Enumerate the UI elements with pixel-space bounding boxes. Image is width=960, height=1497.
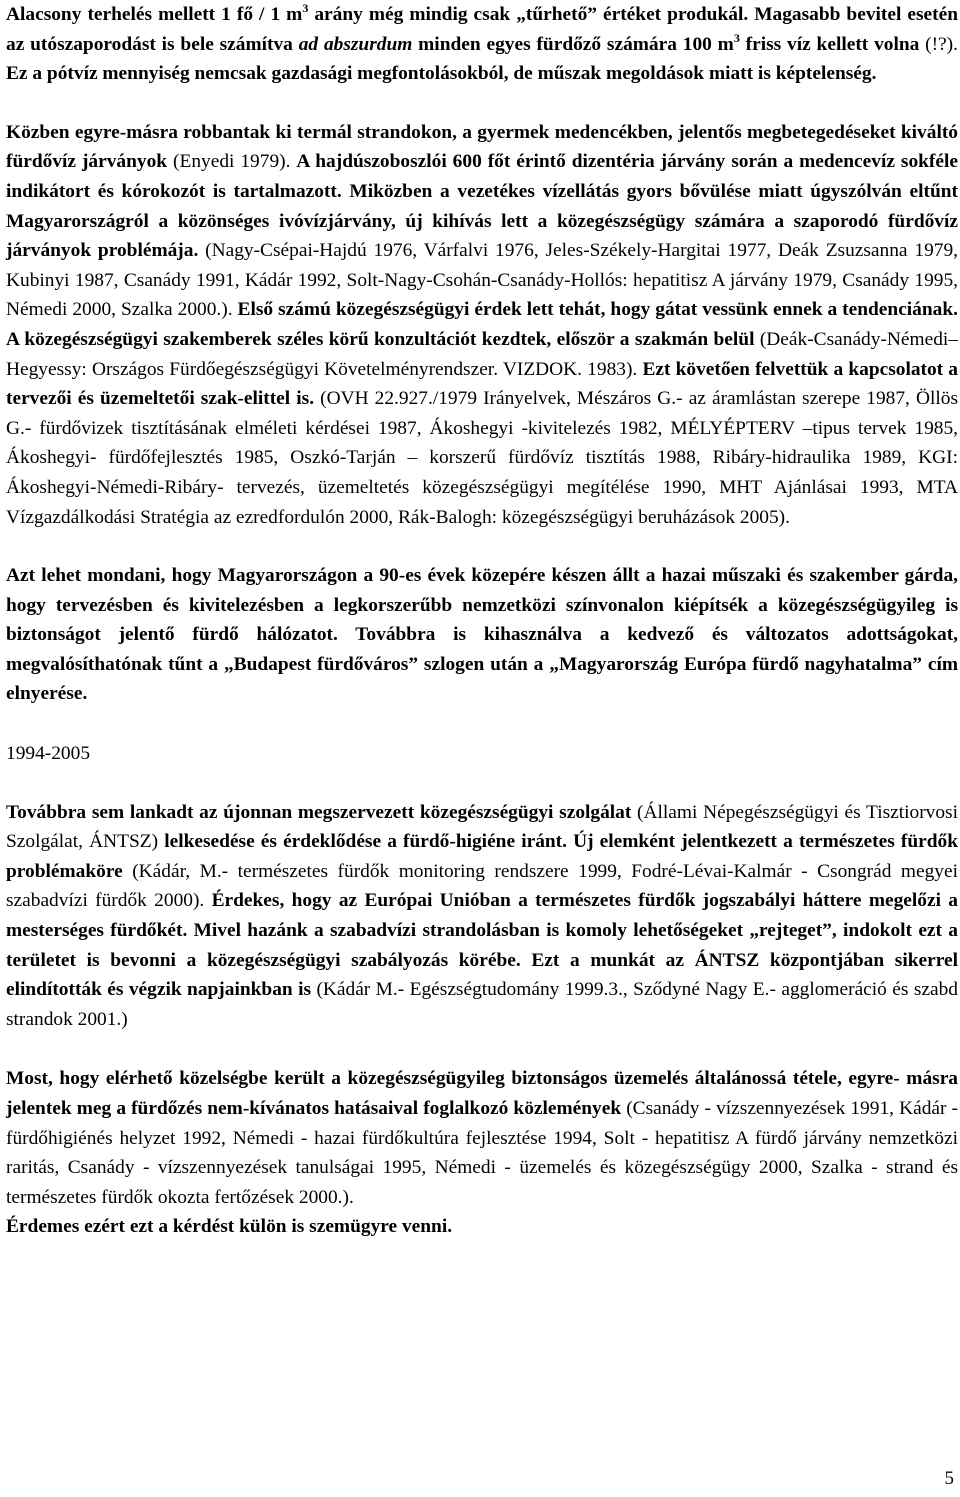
paragraph-nineties <box>6 561 958 709</box>
text-run: (Nagy-Csépai-Hajdú 1976, Várfalvi 1976, Jeles-Székely-Hargitai 1977, Deák Zsuzsanna 1979, Kubinyi 1987, Csanády 1991, Kádár 1992, Solt-Nagy-Csohán-Csanády-Hollós: hepatitisz A járvány 1979, Csanády 1995, Némedi 2000, Szalka 2000.). <box>6 240 958 321</box>
bold-text: Most, hogy elérhető közelségbe került a közegészségügyileg biztonságos üzemelés általánossá tétele, egyre- másra jelentek meg a fürdőzés nem-kívánatos hatásaival foglalkozó közlemények <box>6 1068 958 1119</box>
bold-text: 3 <box>302 1 309 15</box>
bold-text: A hajdúszoboszlói 600 főt érintő dizentéria járvány során a medencevíz sokféle indikátort és kórokozót is tartalmazott. Miközben a vezetékes vízellátás gyors bővülése miatt úgyszólván eltűnt Magyarországról a közönséges ivóvízjárvány, új kihívás lett a közegészségügy számára a szaporodó fürdővíz járványok problémája. <box>6 151 958 262</box>
paragraph-publications <box>6 1064 958 1242</box>
text-run: (Enyedi 1979). <box>167 151 297 173</box>
bold-text: Közben egyre-másra robbantak ki termál strandokon, a gyermek medencékben, jelentős megbetegedéseket kiváltó fürdővíz járványok <box>6 121 958 173</box>
bold-text: Azt lehet mondani, hogy Magyarországon a 90-es évek közepére készen állt a hazai műszaki és szakember gárda, hogy tervezésben és kivitelezésben a legkorszerűbb nemzetközi színvonalon kiépítsék a közegészségügyileg is biztonságot jelentő fürdő hálózatot. Továbbra is kihasználva a kedvező és változatos adottságokat, megvalósíthatónak tűnt a „Budapest fürdőváros” szlogen után a „Magyarország Európa fürdő nagyhatalma” cím elnyerése. <box>6 565 958 705</box>
bold-text: Alacsony terhelés mellett 1 fő / 1 m <box>6 4 303 25</box>
text-run: 1994-2005 <box>6 743 91 765</box>
text-run: (Kádár, M.- természetes fürdők monitoring rendszere 1999, Fodré-Lévai-Kalmár - Csongrád megyei szabadvízi fürdők 2000). <box>6 860 958 912</box>
bold-text: minden egyes fürdőző számára 100 m <box>412 33 734 55</box>
text-run: (!?). <box>919 33 958 55</box>
text-run: (OVH 22.927./1979 Irányelvek, Mészáros G.- az áramlástan szerepe 1987, Öllös G.- fürdővizek tisztításának elméleti kérdései 1987, Ákoshegyi -kivitelezés 1982, MÉLYÉPTERV –tipus tervek 1985, Ákoshegyi- fürdőfejlesztés 1985, Oszkó-Tarján – korszerű fürdővíz tisztítás 1988, Ribáry-hidraulika 1989, KGI: Ákoshegyi-Némedi-Ribáry- tervezés, üzemeltetés közegészségügyi megítélése 1990, MHT Ajánlásai 1993, MTA Vízgazdálkodási Stratégia az ezredfordulón 2000, Rák-Balogh: közegészségügyi beruházások 2005). <box>6 388 958 528</box>
bold-text: friss víz kellett volna <box>739 33 920 55</box>
page-number: 5 <box>944 1468 954 1489</box>
bold-text: Érdemes ezért ezt a kérdést külön is szemügyre venni. <box>6 1216 453 1238</box>
bold-text: 3 <box>733 30 740 45</box>
bold-text: Továbbra sem lankadt az újonnan megszervezett közegészségügyi szolgálat <box>6 801 632 823</box>
bold-text: lelkesedése és érdeklődése a fürdő-higiéne iránt. Új elemként jelentkezett a természetes fürdők problémaköre <box>6 831 958 882</box>
bold-text: arány még mindig csak „tűrhető” értéket produkál. Magasabb bevitel esetén az utószaporodást is bele számítva <box>6 4 958 55</box>
text-run: (Deák-Csanády-Némedi–Hegyessy: Országos Fürdőegészségügyi Követelményrendszer. VIZDOK. 1983). <box>6 328 958 380</box>
bold-text: Ez a pótvíz mennyiség nemcsak gazdasági megfontolásokból, de műszak megoldások miatt is képtelenség. <box>6 63 877 85</box>
section-heading-1994-2005 <box>6 739 958 769</box>
document-page <box>6 0 958 1242</box>
bold-text: Ezt követően felvettük a kapcsolatot a tervezői és üzemeltetői szak-elittel is. <box>6 358 958 410</box>
italic-text <box>299 34 413 55</box>
text-run: (Állami Népegészségügyi és Tisztiorvosi Szolgálat, ÁNTSZ) <box>6 801 958 853</box>
paragraph-epidemics <box>6 118 958 532</box>
paragraph-public-health-service <box>6 798 958 1035</box>
text-run: (Kádár M.- Egészségtudomány 1999.3., Sződyné Nagy E.- agglomeráció és szabd strandok 2001.) <box>6 979 958 1030</box>
bold-text: Érdekes, hogy az Európai Unióban a természetes fürdők jogszabályi háttere megelőzi a mesterséges fürdőkét. Mivel hazánk a szabadvízi strandolásban is komoly lehetőségeket „rejteget”, indokolt ezt a területet is bevonni a közegészségügyi szabályozás körébe. Ezt a munkát az ÁNTSZ központjában sikerrel elindították és végzik napjainkban is <box>6 890 958 1001</box>
paragraph-bathing-load <box>6 0 958 89</box>
bold-text: ad abszurdum <box>298 33 413 55</box>
bold-text: Első számú közegészségügyi érdek lett tehát, hogy gátat vessünk ennek a tendenciának. A közegészségügyi szakemberek széles körű konzultációt kezdtek, először a szakmán belül <box>6 299 958 350</box>
text-run: (Csanády - vízszennyezések 1991, Kádár - fürdőhigiénés helyzet 1992, Némedi - hazai fürdőkultúra fejlesztése 1994, Solt - hepatitisz A fürdő járvány nemzetközi raritás, Csanády - vízszennyezések tanulságai 1995, Némedi - üzemelés és közegészségügy 2000, Szalka - strand és természetes fürdők okozta fertőzések 2000.). <box>6 1098 958 1208</box>
